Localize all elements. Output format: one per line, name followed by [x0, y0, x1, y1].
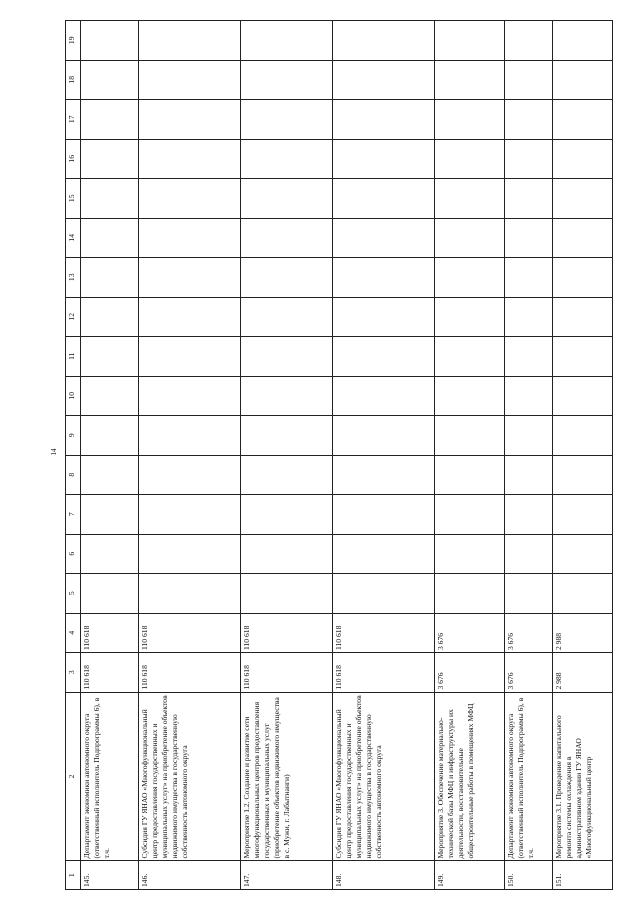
value-col-4: 110 618: [81, 613, 139, 653]
value-col-3: 3 676: [435, 653, 505, 693]
table-row: [505, 21, 553, 890]
table-row: [139, 21, 241, 890]
empty-cell: [505, 218, 553, 258]
empty-cell: [553, 100, 613, 140]
empty-cell: [241, 21, 333, 61]
empty-cell: [435, 416, 505, 456]
empty-cell: [505, 297, 553, 337]
empty-cell: [553, 534, 613, 574]
empty-cell: [553, 297, 613, 337]
row-number: 147.: [241, 861, 333, 890]
empty-cell: [553, 258, 613, 298]
empty-cell: [333, 534, 435, 574]
empty-cell: [241, 495, 333, 535]
value-col-3: 2 988: [553, 653, 613, 693]
empty-cell: [553, 495, 613, 535]
empty-cell: [139, 455, 241, 495]
column-header: 19: [66, 21, 81, 61]
empty-cell: [81, 139, 139, 179]
page-number: 14: [50, 448, 58, 456]
empty-cell: [435, 218, 505, 258]
empty-cell: [139, 218, 241, 258]
empty-cell: [241, 60, 333, 100]
empty-cell: [139, 376, 241, 416]
row-description: Департамент экономики автономного округа (ответственный исполнитель Подпрограммы 6), в т.ч.: [505, 692, 553, 861]
empty-cell: [333, 376, 435, 416]
column-header: 3: [66, 653, 81, 693]
empty-cell: [333, 21, 435, 61]
empty-cell: [81, 179, 139, 219]
empty-cell: [505, 455, 553, 495]
empty-cell: [553, 179, 613, 219]
table-row: [435, 21, 505, 890]
empty-cell: [241, 218, 333, 258]
empty-cell: [435, 495, 505, 535]
empty-cell: [435, 297, 505, 337]
empty-cell: [435, 376, 505, 416]
empty-cell: [139, 337, 241, 377]
empty-cell: [553, 376, 613, 416]
empty-cell: [81, 416, 139, 456]
empty-cell: [435, 574, 505, 614]
column-header: 2: [66, 692, 81, 861]
empty-cell: [241, 534, 333, 574]
empty-cell: [505, 139, 553, 179]
empty-cell: [435, 455, 505, 495]
empty-cell: [505, 495, 553, 535]
value-col-3: 110 618: [333, 653, 435, 693]
empty-cell: [333, 574, 435, 614]
empty-cell: [435, 139, 505, 179]
empty-cell: [241, 455, 333, 495]
table-row: [241, 21, 333, 890]
column-header: 4: [66, 613, 81, 653]
empty-cell: [241, 139, 333, 179]
column-header: 18: [66, 60, 81, 100]
empty-cell: [553, 21, 613, 61]
empty-cell: [505, 21, 553, 61]
value-col-3: 110 618: [81, 653, 139, 693]
empty-cell: [505, 534, 553, 574]
empty-cell: [435, 21, 505, 61]
row-description: Департамент экономики автономного округа (ответственный исполнитель Подпрограммы 6), в т.ч.: [81, 692, 139, 861]
rotated-table-page: [65, 20, 605, 890]
empty-cell: [435, 534, 505, 574]
empty-cell: [81, 455, 139, 495]
table-row: [553, 21, 613, 890]
column-header: 13: [66, 258, 81, 298]
empty-cell: [81, 100, 139, 140]
empty-cell: [435, 258, 505, 298]
column-header: 16: [66, 139, 81, 179]
empty-cell: [333, 179, 435, 219]
empty-cell: [139, 297, 241, 337]
empty-cell: [435, 179, 505, 219]
empty-cell: [435, 337, 505, 377]
column-header: 15: [66, 179, 81, 219]
value-col-4: 110 618: [241, 613, 333, 653]
empty-cell: [505, 376, 553, 416]
empty-cell: [333, 139, 435, 179]
empty-cell: [333, 416, 435, 456]
table-row: [333, 21, 435, 890]
row-description: Субсидия ГУ ЯНАО «Многофункциональный центр предоставления государственных и муниципальных услуг» на приобретение объектов недвижимого имущества в государственную собственность автономного округа: [139, 692, 241, 861]
empty-cell: [241, 179, 333, 219]
column-header: 11: [66, 337, 81, 377]
empty-cell: [333, 297, 435, 337]
empty-cell: [139, 416, 241, 456]
row-description: Субсидия ГУ ЯНАО «Многофункциональный центр предоставления государственных и муниципальных услуг» на приобретение объектов недвижимого имущества в государственную собственность автономного округа: [333, 692, 435, 861]
column-header: 5: [66, 574, 81, 614]
empty-cell: [81, 495, 139, 535]
empty-cell: [241, 376, 333, 416]
empty-cell: [333, 337, 435, 377]
empty-cell: [139, 139, 241, 179]
empty-cell: [81, 21, 139, 61]
empty-cell: [553, 574, 613, 614]
empty-cell: [139, 179, 241, 219]
empty-cell: [139, 21, 241, 61]
row-number: 146.: [139, 861, 241, 890]
empty-cell: [139, 258, 241, 298]
budget-table: [65, 20, 613, 890]
empty-cell: [505, 337, 553, 377]
row-number: 151.: [553, 861, 613, 890]
empty-cell: [241, 100, 333, 140]
row-description: Мероприятие 1.2. Создание и развитие сети многофункциональных центров предоставления государственных и муниципальных услуг (приобретение объектов недвижимого имущества в с. Мужи, г. Лабытнанги): [241, 692, 333, 861]
empty-cell: [333, 60, 435, 100]
empty-cell: [505, 574, 553, 614]
empty-cell: [241, 258, 333, 298]
empty-cell: [435, 100, 505, 140]
empty-cell: [333, 495, 435, 535]
empty-cell: [553, 455, 613, 495]
column-header: 8: [66, 455, 81, 495]
empty-cell: [81, 297, 139, 337]
column-header: 7: [66, 495, 81, 535]
empty-cell: [505, 416, 553, 456]
empty-cell: [505, 258, 553, 298]
empty-cell: [553, 416, 613, 456]
value-col-4: 2 988: [553, 613, 613, 653]
empty-cell: [81, 218, 139, 258]
row-description: Мероприятие 3.1. Проведение капитального ремонта системы охлаждения в административном здании ГУ ЯНАО «Многофункциональный центр: [553, 692, 613, 861]
empty-cell: [81, 337, 139, 377]
empty-cell: [241, 416, 333, 456]
empty-cell: [139, 60, 241, 100]
column-header: 17: [66, 100, 81, 140]
row-number: 149.: [435, 861, 505, 890]
empty-cell: [241, 337, 333, 377]
empty-cell: [505, 100, 553, 140]
value-col-3: 3 676: [505, 653, 553, 693]
empty-cell: [333, 218, 435, 258]
empty-cell: [333, 258, 435, 298]
row-number: 150.: [505, 861, 553, 890]
column-header: 10: [66, 376, 81, 416]
column-header: 6: [66, 534, 81, 574]
empty-cell: [81, 574, 139, 614]
row-number: 148.: [333, 861, 435, 890]
empty-cell: [81, 534, 139, 574]
empty-cell: [553, 218, 613, 258]
empty-cell: [81, 376, 139, 416]
empty-cell: [81, 60, 139, 100]
row-description: Мероприятие 3. Обеспечение материально-технической базы МФЦ и инфраструктуры их деятельности, восстановительные общестроительные работы в помещениях МФЦ: [435, 692, 505, 861]
empty-cell: [505, 60, 553, 100]
empty-cell: [333, 100, 435, 140]
empty-cell: [505, 179, 553, 219]
value-col-4: 3 676: [435, 613, 505, 653]
empty-cell: [241, 574, 333, 614]
column-header: 9: [66, 416, 81, 456]
empty-cell: [553, 60, 613, 100]
table-row: [81, 21, 139, 890]
value-col-3: 110 618: [139, 653, 241, 693]
empty-cell: [139, 534, 241, 574]
empty-cell: [81, 258, 139, 298]
empty-cell: [553, 337, 613, 377]
empty-cell: [553, 139, 613, 179]
column-header: 14: [66, 218, 81, 258]
empty-cell: [333, 455, 435, 495]
empty-cell: [139, 574, 241, 614]
value-col-4: 3 676: [505, 613, 553, 653]
row-number: 145.: [81, 861, 139, 890]
header-row: [66, 21, 81, 890]
empty-cell: [241, 297, 333, 337]
empty-cell: [435, 60, 505, 100]
empty-cell: [139, 100, 241, 140]
column-header: 1: [66, 861, 81, 890]
value-col-4: 110 618: [139, 613, 241, 653]
value-col-3: 110 618: [241, 653, 333, 693]
empty-cell: [139, 495, 241, 535]
value-col-4: 110 618: [333, 613, 435, 653]
column-header: 12: [66, 297, 81, 337]
